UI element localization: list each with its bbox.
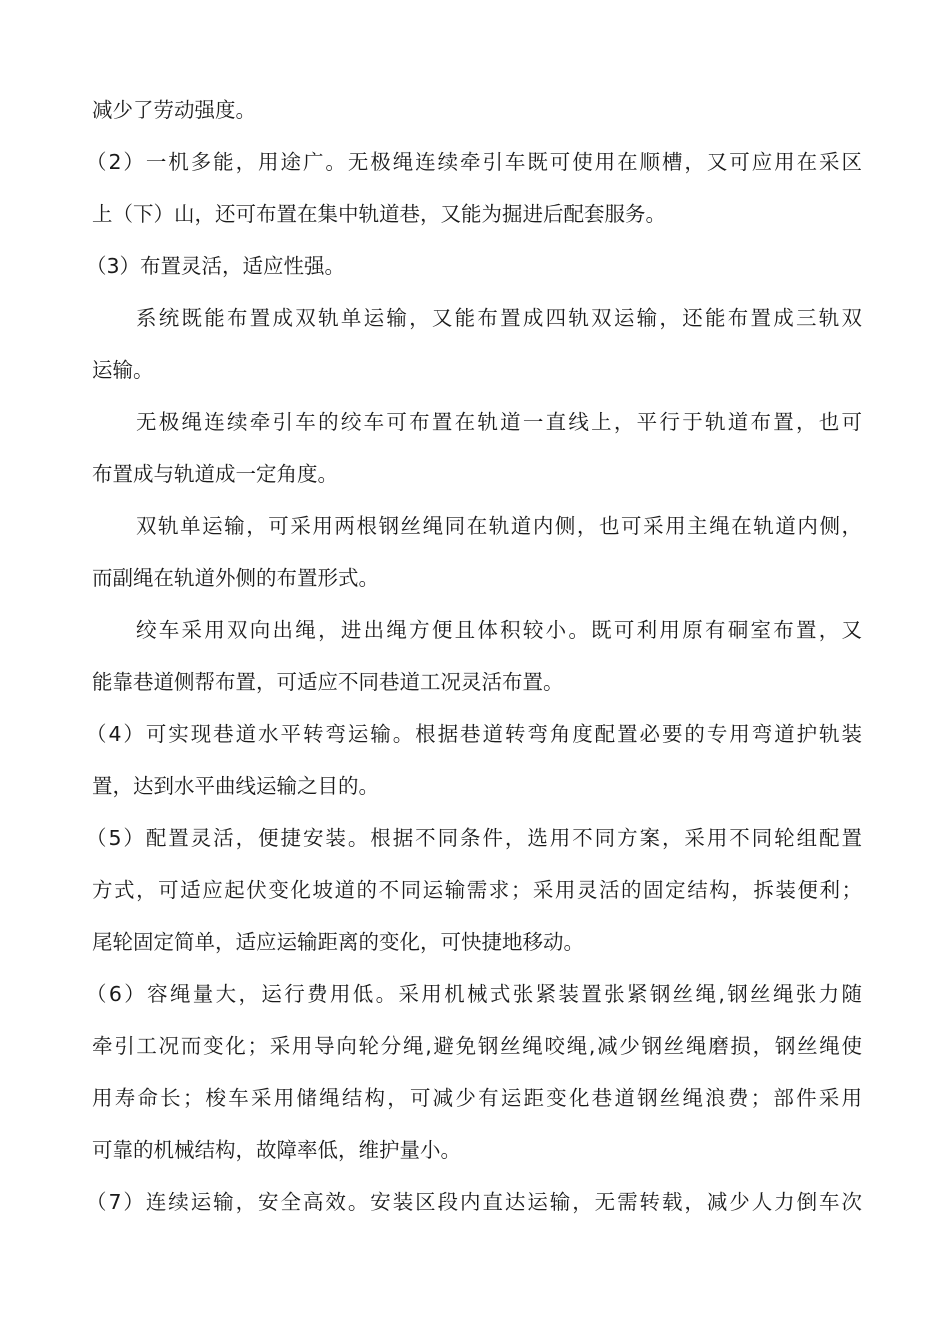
text-line: 可靠的机械结构，故障率低，维护量小。 [92, 1138, 461, 1162]
text-line: （3）布置灵活，适应性强。 [86, 254, 346, 278]
text-line: （2）一机多能，用途广。无极绳连续牵引车既可使用在顺槽，又可应用在采区 [86, 150, 862, 174]
text-line: 系统既能布置成双轨单运输，又能布置成四轨双运输，还能布置成三轨双 [136, 306, 862, 330]
document-body [86, 90, 862, 1234]
text-line: （7）连续运输，安全高效。安装区段内直达运输，无需转载，减少人力倒车次 [86, 1190, 862, 1214]
text-line: 双轨单运输，可采用两根钢丝绳同在轨道内侧，也可采用主绳在轨道内侧， [136, 514, 862, 538]
text-line: 绞车采用双向出绳，进出绳方便且体积较小。既可利用原有硐室布置，又 [136, 618, 862, 642]
text-line: 置，达到水平曲线运输之目的。 [92, 774, 379, 798]
text-line: （5）配置灵活，便捷安装。根据不同条件，选用不同方案，采用不同轮组配置 [86, 826, 862, 850]
text-line: 用寿命长；梭车采用储绳结构，可减少有运距变化巷道钢丝绳浪费；部件采用 [92, 1086, 862, 1110]
text-line: 无极绳连续牵引车的绞车可布置在轨道一直线上，平行于轨道布置，也可 [136, 410, 862, 434]
text-line: 牵引工况而变化；采用导向轮分绳,避免钢丝绳咬绳,减少钢丝绳磨损，钢丝绳使 [92, 1034, 862, 1058]
text-line: 尾轮固定简单，适应运输距离的变化，可快捷地移动。 [92, 930, 584, 954]
text-line: 运输。 [92, 358, 154, 382]
text-line: 减少了劳动强度。 [92, 98, 256, 122]
text-line: 方式，可适应起伏变化坡道的不同运输需求；采用灵活的固定结构，拆装便利； [92, 878, 862, 902]
text-line: 而副绳在轨道外侧的布置形式。 [92, 566, 379, 590]
text-line: 能靠巷道侧帮布置，可适应不同巷道工况灵活布置。 [92, 670, 564, 694]
text-line: （4）可实现巷道水平转弯运输。根据巷道转弯角度配置必要的专用弯道护轨装 [86, 722, 862, 746]
text-line: 上（下）山，还可布置在集中轨道巷，又能为掘进后配套服务。 [92, 202, 666, 226]
text-line: 布置成与轨道成一定角度。 [92, 462, 338, 486]
text-line: （6）容绳量大，运行费用低。采用机械式张紧装置张紧钢丝绳,钢丝绳张力随 [86, 982, 862, 1006]
